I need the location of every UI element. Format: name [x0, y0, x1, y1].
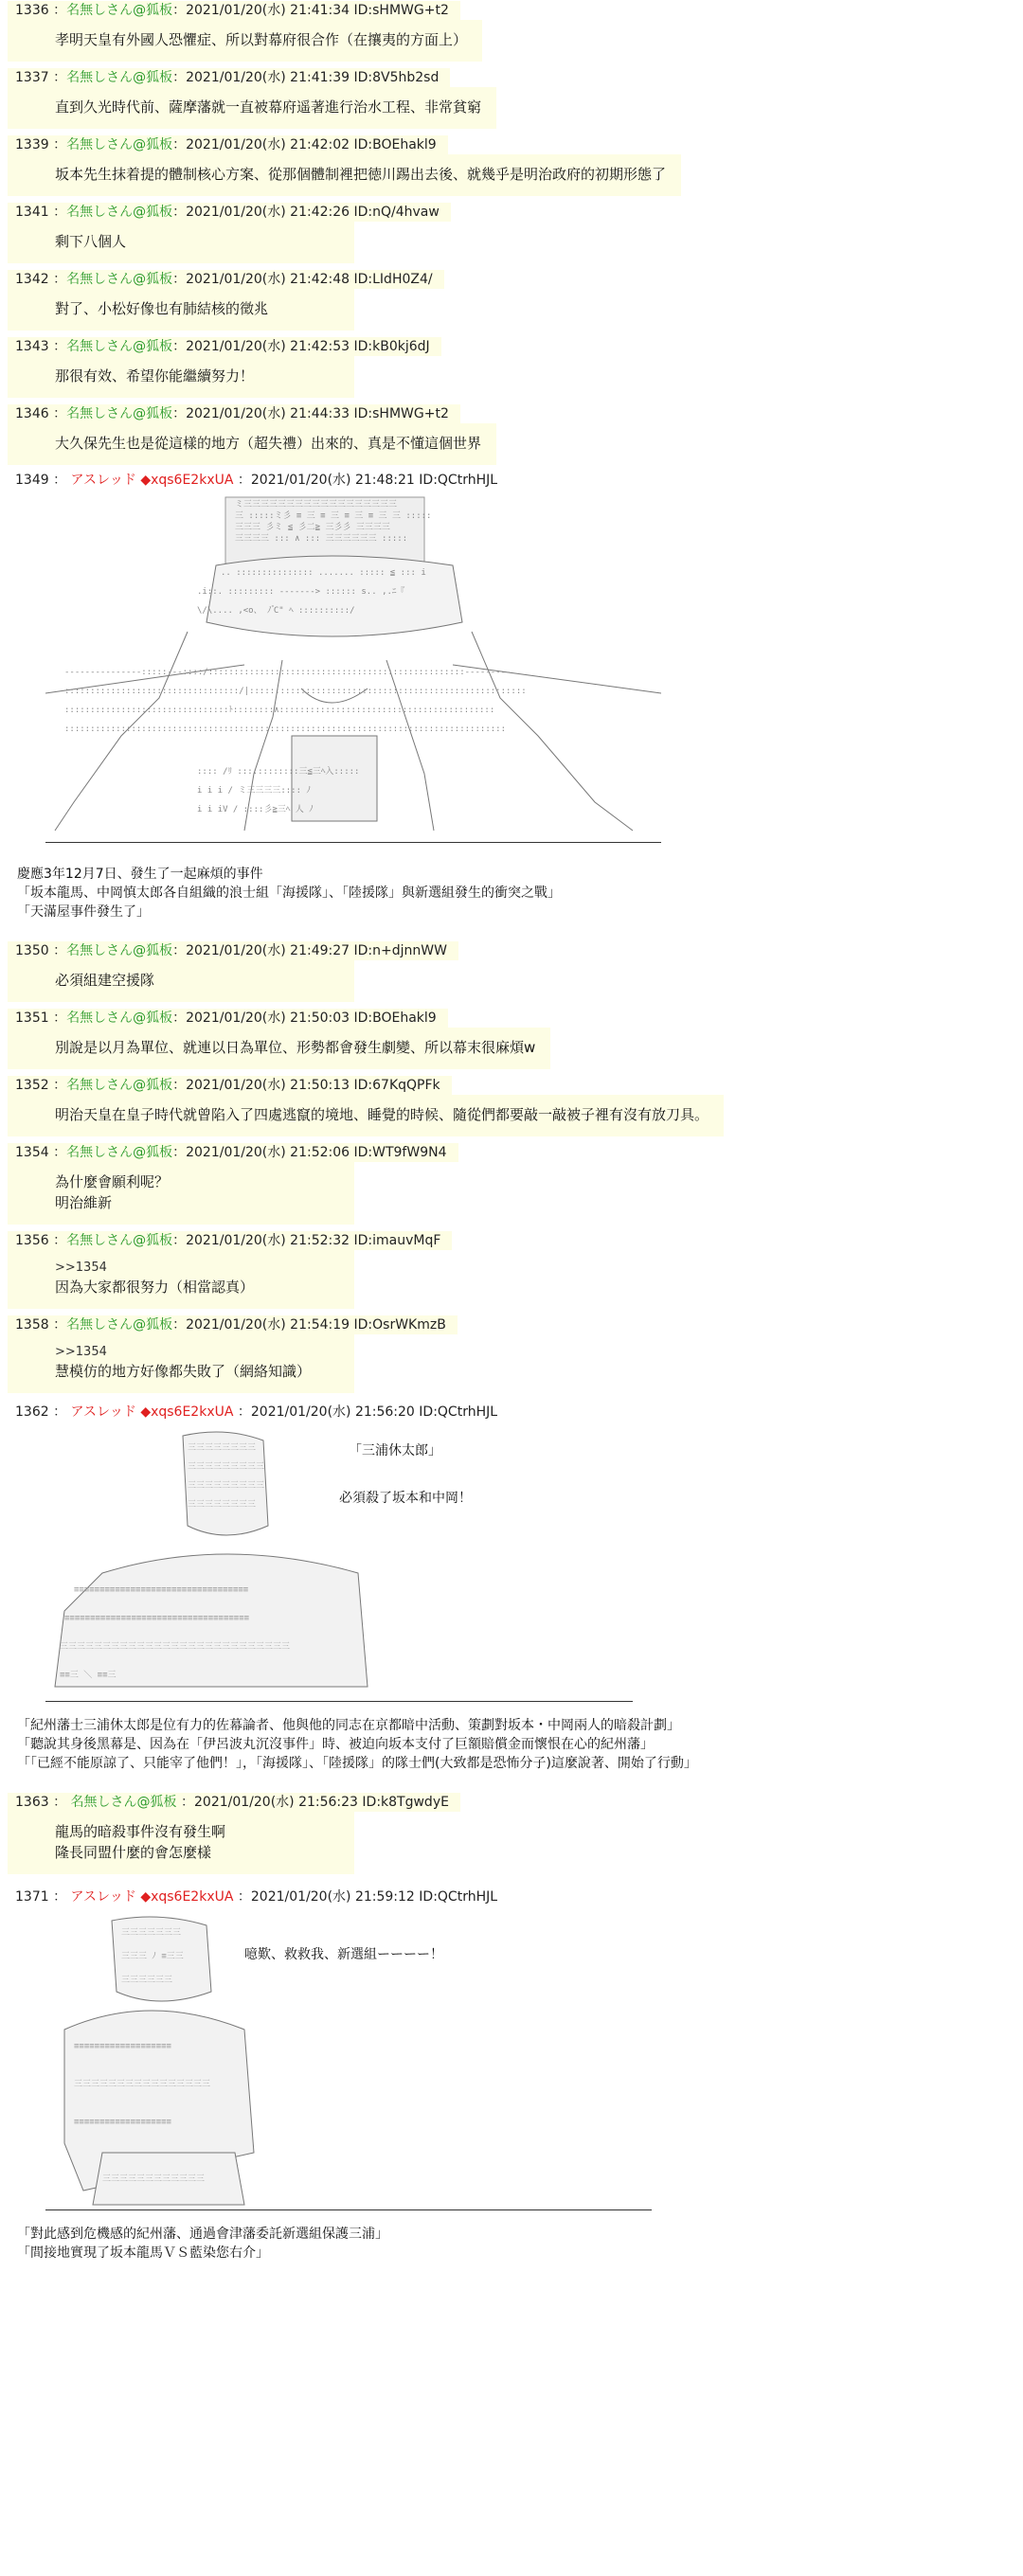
post-number: 1341 — [15, 205, 49, 220]
ascii-art-block — [45, 1906, 1023, 2219]
post — [8, 67, 1023, 129]
post-date: 2021/01/20(水) 21:54:19 — [186, 1317, 350, 1333]
poster-id: ID:BOEhakl9 — [353, 1011, 437, 1026]
post-body — [8, 222, 354, 263]
post-date: 2021/01/20(水) 21:41:39 — [186, 70, 350, 85]
reply-link[interactable]: >>1354 — [55, 1345, 107, 1359]
post-header: 1371 ： アスレッド ◆xqs6E2kxUA ：2021/01/20(水) 21:59:12 ID:QCtrhHJL — [15, 1889, 498, 1905]
post-date: 2021/01/20(水) 21:48:21 — [250, 473, 415, 488]
post-group — [8, 940, 1023, 1393]
post-text: 直到久光時代前、薩摩藩就一直被幕府遥著進行治水工程、非常貧窮 — [55, 98, 482, 116]
post — [8, 202, 1023, 263]
post-number: 1339 — [15, 137, 49, 152]
post-number: 1337 — [15, 70, 49, 85]
poster-id: ID:WT9fW9N4 — [353, 1145, 447, 1160]
post-number: 1363 — [15, 1795, 49, 1810]
post-header: 1358 ：名無しさん@狐板：2021/01/20(水) 21:54:19 ID:OsrWKmzB — [8, 1315, 458, 1334]
post-text: 隆長同盟什麼的會怎麼樣 — [55, 1844, 212, 1861]
post — [8, 1075, 1023, 1136]
post-date: 2021/01/20(水) 21:44:33 — [186, 406, 350, 421]
post-text: 坂本先生抹着提的體制核心方案、從那個體制裡把徳川踢出去後、就幾乎是明治政府的初期形態了 — [55, 166, 667, 183]
post — [8, 403, 1023, 465]
caption-line: 「坂本龍馬、中岡慎太郎各自組織的浪士組「海援隊」、「陸援隊」與新選組發生的衝突之戰」 — [17, 886, 561, 901]
poster-name[interactable]: 名無しさん@狐板 — [66, 70, 173, 85]
post-body — [8, 960, 354, 1002]
aa-post — [8, 471, 1023, 921]
post-text: 那很有效、希望你能繼續努力！ — [55, 367, 255, 385]
ascii-art-samurai — [45, 490, 661, 843]
svg-text:≡≡三 ＼: ≡≡三 ＼ ≡≡三 — [60, 1671, 117, 1680]
post-body — [8, 154, 681, 196]
post-number: 1351 — [15, 1011, 49, 1026]
post — [8, 1315, 1023, 1393]
poster-name[interactable]: 名無しさん@狐板 — [66, 3, 173, 18]
svg-text:三三三三三三三三三三三三三三三三三三三三三三三三三三三: 三三三三三三三三三三三三三三三三三三三三三三三三三三三 — [60, 1642, 291, 1652]
aa-post — [8, 1403, 1023, 1773]
post-header: 1339 ：名無しさん@狐板：2021/01/20(水) 21:42:02 ID:BOEhakl9 — [8, 135, 448, 154]
poster-name[interactable]: アスレッド — [70, 1404, 136, 1420]
post-date: 2021/01/20(水) 21:52:06 — [186, 1145, 350, 1160]
post-header: 1352 ：名無しさん@狐板：2021/01/20(水) 21:50:13 ID:67KqQPFk — [8, 1076, 452, 1095]
reply-link[interactable]: >>1354 — [55, 1261, 107, 1275]
poster-id: ID:67KqQPFk — [353, 1078, 440, 1093]
svg-text:三 :::::ミ彡 ≡ 三 ≡ 三 ≡ 三 ≡ 三 三 ::: 三 :::::ミ彡 ≡ 三 ≡ 三 ≡ 三 ≡ 三 三 ::::: — [235, 511, 432, 521]
caption-line: 「「已經不能原諒了、只能宰了他們！」，「海援隊」、「陸援隊」的隊士們(大致都是恐怖分子)這麼說著、開始了行動」 — [17, 1756, 697, 1771]
post-date: 2021/01/20(水) 21:42:53 — [186, 339, 350, 354]
svg-text:\/\.... ,<o、 ﾉ ゚C" ﾍ ::::::::: \/\.... ,<o、 ﾉ ゚C" ﾍ ::::::::::/ — [197, 606, 355, 616]
post — [8, 1008, 1023, 1069]
svg-text:i i i / ミ三三三三:::: ﾉ: i i i / ミ三三三三:::: ﾉ — [197, 786, 311, 796]
poster-id: ID:BOEhakl9 — [353, 137, 437, 152]
post-number: 1358 — [15, 1317, 49, 1333]
post-number: 1354 — [15, 1145, 49, 1160]
post-date: 2021/01/20(水) 21:42:48 — [186, 272, 350, 287]
caption-line: 「對此感到危機感的紀州藩、通過會津藩委託新選組保護三浦」 — [17, 2227, 388, 2242]
post — [8, 1792, 1023, 1874]
post-date: 2021/01/20(水) 21:50:03 — [186, 1011, 350, 1026]
post-header: 1336 ：名無しさん@狐板：2021/01/20(水) 21:41:34 ID:sHMWG+t2 — [8, 1, 460, 20]
post-text: 為什麼會願利呢？ — [55, 1173, 170, 1190]
svg-text:三三三三三三三三: 三三三三三三三三 — [188, 1443, 257, 1453]
aa-caption — [8, 865, 1023, 921]
post — [8, 0, 1023, 62]
caption-line: 慶應3年12月7日、發生了一起麻煩的事件 — [17, 867, 263, 882]
post-body — [8, 20, 482, 62]
aa-caption — [8, 1716, 1023, 1773]
poster-id: ID:kB0kj6dJ — [353, 339, 430, 354]
svg-text:≡≡≡≡≡≡≡≡≡≡≡≡≡≡≡≡≡≡≡: ≡≡≡≡≡≡≡≡≡≡≡≡≡≡≡≡≡≡≡ — [74, 2118, 171, 2127]
poster-name[interactable]: 名無しさん@狐板 — [66, 1145, 173, 1160]
poster-id: ID:QCtrhHJL — [419, 1404, 498, 1420]
post-header: 1337 ：名無しさん@狐板：2021/01/20(水) 21:41:39 ID:8V5hb2sd — [8, 68, 450, 87]
poster-name[interactable]: 名無しさん@狐板 — [66, 1317, 173, 1333]
poster-id: ID:LIdH0Z4/ — [353, 272, 433, 287]
post-body — [8, 87, 496, 129]
poster-name[interactable]: アスレッド — [70, 1889, 136, 1905]
post-number: 1362 — [15, 1404, 49, 1420]
post-group — [8, 0, 1023, 465]
poster-name[interactable]: 名無しさん@狐板 — [66, 1233, 173, 1248]
post-header: 1346 ：名無しさん@狐板：2021/01/20(水) 21:44:33 ID:sHMWG+t2 — [8, 404, 460, 423]
post-number: 1342 — [15, 272, 49, 287]
post-body — [8, 1095, 724, 1136]
poster-id: ID:imauvMqF — [353, 1233, 441, 1248]
svg-text:三三三 ﾉ ≡三三: 三三三 ﾉ ≡三三 — [121, 1952, 184, 1961]
aa-caption — [8, 2225, 1023, 2263]
svg-text:三三三三三三三三: 三三三三三三三三 — [188, 1500, 257, 1510]
svg-text:i i iV / ::::彡≧三ﾍ 人 ﾉ: i i iV / ::::彡≧三ﾍ 人 ﾉ — [197, 805, 314, 814]
post-body — [8, 423, 496, 465]
poster-id: ID:QCtrhHJL — [419, 1889, 498, 1905]
ascii-art-man — [45, 1422, 633, 1702]
post-text: 明治天皇在皇子時代就曾陷入了四處逃竄的境地、睡覺的時候、隨從們都要敲一敲被子裡有沒有放刀具。 — [55, 1106, 709, 1123]
post-text: 慧模仿的地方好像都失敗了（網絡知識） — [55, 1363, 312, 1380]
post-number: 1336 — [15, 3, 49, 18]
post-header: 1363 ： 名無しさん@狐板 ：2021/01/20(水) 21:56:23 ID:k8TgwdyE — [8, 1793, 460, 1812]
post — [8, 134, 1023, 196]
post-text: 對了、小松好像也有肺結核的徵兆 — [55, 300, 269, 317]
poster-name[interactable]: 名無しさん@狐板 — [66, 339, 173, 354]
post-text: 剩下八個人 — [55, 233, 127, 250]
caption-line: 「間接地實現了坂本龍馬ＶＳ藍染您右介」 — [17, 2245, 269, 2261]
poster-trip: ◆xqs6E2kxUA — [140, 1889, 234, 1905]
post-text: 必須組建空援隊 — [55, 972, 155, 989]
svg-text::::: /ﾘ ::::::::::::三≦三ﾍ入:::::: :::: /ﾘ ::::::::::::三≦三ﾍ入::::: — [197, 767, 360, 777]
post-body — [8, 1250, 354, 1309]
post-date: 2021/01/20(水) 21:59:12 — [250, 1889, 415, 1905]
post — [8, 1230, 1023, 1309]
post-header: 1354 ：名無しさん@狐板：2021/01/20(水) 21:52:06 ID:WT9fW9N4 — [8, 1143, 458, 1162]
post — [8, 336, 1023, 398]
svg-text:三三三三三三: 三三三三三三 — [121, 1976, 173, 1985]
svg-text:ミ三三三三三三三三三三三三三三三三三三: ミ三三三三三三三三三三三三三三三三三三 — [235, 500, 398, 510]
post-date: 2021/01/20(水) 21:56:23 — [194, 1795, 358, 1810]
post-text: 龍馬的暗殺事件沒有發生啊 — [55, 1823, 226, 1840]
poster-name[interactable]: 名無しさん@狐板 — [66, 272, 173, 287]
svg-text:三三三三三三三三三三三三三三三三: 三三三三三三三三三三三三三三三三 — [74, 2080, 211, 2089]
post-header: 1362 ： アスレッド ◆xqs6E2kxUA ：2021/01/20(水) 21:56:20 ID:QCtrhHJL — [15, 1404, 498, 1420]
poster-name[interactable]: 名無しさん@狐板 — [66, 1078, 173, 1093]
svg-text:三三三 彡ミ ≦ 彡二≧ 三彡彡 三三三三: 三三三 彡ミ ≦ 彡二≧ 三彡彡 三三三三 — [235, 523, 390, 532]
poster-name[interactable]: 名無しさん@狐板 — [66, 137, 173, 152]
post-number: 1371 — [15, 1889, 49, 1905]
post-header: 1349 ： アスレッド ◆xqs6E2kxUA ：2021/01/20(水) 21:48:21 ID:QCtrhHJL — [15, 473, 498, 488]
post — [8, 1142, 1023, 1225]
svg-text:.i::. ::::::::: -------> :::::: .i::. ::::::::: -------> :::::: s.. ,.ﾆ『 — [197, 587, 405, 597]
poster-id: ID:OsrWKmzB — [353, 1317, 446, 1333]
post-number: 1356 — [15, 1233, 49, 1248]
post-number: 1349 — [15, 473, 49, 488]
post-body — [8, 356, 354, 398]
svg-text:≡≡≡≡≡≡≡≡≡≡≡≡≡≡≡≡≡≡≡≡≡≡≡≡≡≡≡≡≡≡: ≡≡≡≡≡≡≡≡≡≡≡≡≡≡≡≡≡≡≡≡≡≡≡≡≡≡≡≡≡≡≡≡≡≡≡≡ — [64, 1614, 250, 1623]
post-header: 1351 ：名無しさん@狐板：2021/01/20(水) 21:50:03 ID:BOEhakl9 — [8, 1009, 448, 1028]
poster-name[interactable]: アスレッド — [70, 473, 136, 488]
poster-id: ID:8V5hb2sd — [353, 70, 440, 85]
svg-text:---------------:::::---::::/::: ---------------:::::---::::/::::::::::::::::::::::::::::::::::::::::::::::::::--------- — [64, 668, 512, 677]
caption-line: 「聽說其身後黑幕是、因為在「伊呂波丸沉沒事件」時、被迫向坂本支付了巨額賠償金而懷恨在心的紀州藩」 — [17, 1737, 654, 1752]
svg-text:::::::::::::::::::::::::::::::: ::::::::::::::::::::::::::::::::ﾄ::::::::∧:::::::::::::::::::::::::::::::::::::::::: — [64, 706, 495, 715]
poster-name[interactable]: 名無しさん@狐板 — [66, 1011, 173, 1026]
post-header: 1342 ：名無しさん@狐板：2021/01/20(水) 21:42:48 ID:LIdH0Z4/ — [8, 270, 444, 289]
aa-post — [8, 1887, 1023, 2263]
speech-text: 必須殺了坂本和中岡！ — [339, 1491, 472, 1506]
post-header: 1350 ：名無しさん@狐板：2021/01/20(水) 21:49:27 ID:n+djnnWW — [8, 941, 458, 960]
speech-text: 噫歎、救救我、新選組ーーーー！ — [244, 1947, 443, 1962]
svg-text:三三三三 ::: ∧ ::: 三三三三三三 :::::: 三三三三 ::: ∧ ::: 三三三三三三 ::::: — [235, 534, 408, 544]
poster-id: ID:n+djnnWW — [353, 943, 447, 958]
caption-line: 「紀州藩士三浦休太郎是位有力的佐幕論者、他與他的同志在京都暗中活動、策劃對坂本・中岡兩人的暗殺計劃」 — [17, 1718, 680, 1733]
post-date: 2021/01/20(水) 21:41:34 — [186, 3, 350, 18]
post — [8, 269, 1023, 331]
poster-id: ID:sHMWG+t2 — [353, 3, 449, 18]
poster-id: ID:sHMWG+t2 — [353, 406, 449, 421]
ascii-art-drawing — [45, 490, 661, 842]
svg-text:::::::::::::::::::::::::::::::: ::::::::::::::::::::::::::::::::::/|:::::::::::::::::::::::::::::::::::::::::::::::::::::: — [64, 687, 527, 696]
ascii-art-drawing — [45, 1422, 633, 1701]
post-date: 2021/01/20(水) 21:42:02 — [186, 137, 350, 152]
svg-text:三三三三三三三: 三三三三三三三 — [121, 1928, 182, 1938]
poster-name[interactable]: 名無しさん@狐板 — [66, 406, 173, 421]
post-number: 1346 — [15, 406, 49, 421]
poster-name[interactable]: 名無しさん@狐板 — [66, 943, 173, 958]
post-date: 2021/01/20(水) 21:50:13 — [186, 1078, 350, 1093]
poster-trip: ◆xqs6E2kxUA — [140, 1404, 234, 1420]
post-body — [8, 1812, 354, 1874]
post-body — [8, 289, 354, 331]
post-date: 2021/01/20(水) 21:42:26 — [186, 205, 350, 220]
speech-text: 「三浦休太郎」 — [349, 1443, 441, 1458]
post-date: 2021/01/20(水) 21:56:20 — [250, 1404, 415, 1420]
poster-trip: ◆xqs6E2kxUA — [140, 473, 234, 488]
svg-text:三三三三三三三三三三三三: 三三三三三三三三三三三三 — [102, 2174, 206, 2184]
svg-text:::::::::::::::::::::::::::::::: :::::::::::::::::::::::::::::::::::::::::::::::::::::::::::::::::::::::::::::::::::::: — [64, 724, 506, 734]
post-date: 2021/01/20(水) 21:52:32 — [186, 1233, 350, 1248]
post-number: 1352 — [15, 1078, 49, 1093]
poster-id: ID:nQ/4hvaw — [353, 205, 440, 220]
caption-line: 「天滿屋事件發生了」 — [17, 904, 150, 920]
post-number: 1343 — [15, 339, 49, 354]
poster-name[interactable]: 名無しさん@狐板 — [66, 205, 173, 220]
post-text: 孝明天皇有外國人恐懼症、所以對幕府很合作（在攘夷的方面上） — [55, 31, 468, 48]
svg-text:三三三三三三三三三: 三三三三三三三三三 — [188, 1481, 265, 1491]
poster-id: ID:k8TgwdyE — [362, 1795, 449, 1810]
post-text: 大久保先生也是從這樣的地方（超失禮）出來的、真是不懂這個世界 — [55, 435, 482, 452]
poster-name[interactable]: 名無しさん@狐板 — [70, 1795, 177, 1810]
svg-text:≡≡≡≡≡≡≡≡≡≡≡≡≡≡≡≡≡≡≡≡≡≡≡≡≡≡≡≡≡≡: ≡≡≡≡≡≡≡≡≡≡≡≡≡≡≡≡≡≡≡≡≡≡≡≡≡≡≡≡≡≡≡≡≡≡ — [74, 1585, 249, 1595]
ascii-art-block — [45, 1422, 1023, 1710]
svg-text:三三三三三三三三三: 三三三三三三三三三 — [188, 1462, 265, 1472]
post-text: 因為大家都很努力（相當認真） — [55, 1279, 255, 1296]
post-text: 別說是以月為單位、就連以日為單位、形勢都會發生劇變、所以幕末很麻煩w — [55, 1039, 536, 1056]
poster-id: ID:QCtrhHJL — [419, 473, 498, 488]
svg-text:.. ::::::::::::::: ....... :::: .. ::::::::::::::: ....... ::::: ≦ ::: i — [221, 568, 426, 578]
post-body — [8, 1334, 354, 1393]
post-date: 2021/01/20(水) 21:49:27 — [186, 943, 350, 958]
svg-text:≡≡≡≡≡≡≡≡≡≡≡≡≡≡≡≡≡≡≡: ≡≡≡≡≡≡≡≡≡≡≡≡≡≡≡≡≡≡≡ — [74, 2042, 171, 2051]
ascii-art-block — [45, 490, 1023, 859]
post-number: 1350 — [15, 943, 49, 958]
post — [8, 940, 1023, 1002]
post-body — [8, 1162, 354, 1225]
post-header: 1341 ：名無しさん@狐板：2021/01/20(水) 21:42:26 ID:nQ/4hvaw — [8, 203, 451, 222]
post-header: 1343 ：名無しさん@狐板：2021/01/20(水) 21:42:53 ID:kB0kj6dJ — [8, 337, 441, 356]
post-text: 明治維新 — [55, 1194, 113, 1211]
post-body — [8, 1028, 550, 1069]
post-header: 1356 ：名無しさん@狐板：2021/01/20(水) 21:52:32 ID:imauvMqF — [8, 1231, 452, 1250]
